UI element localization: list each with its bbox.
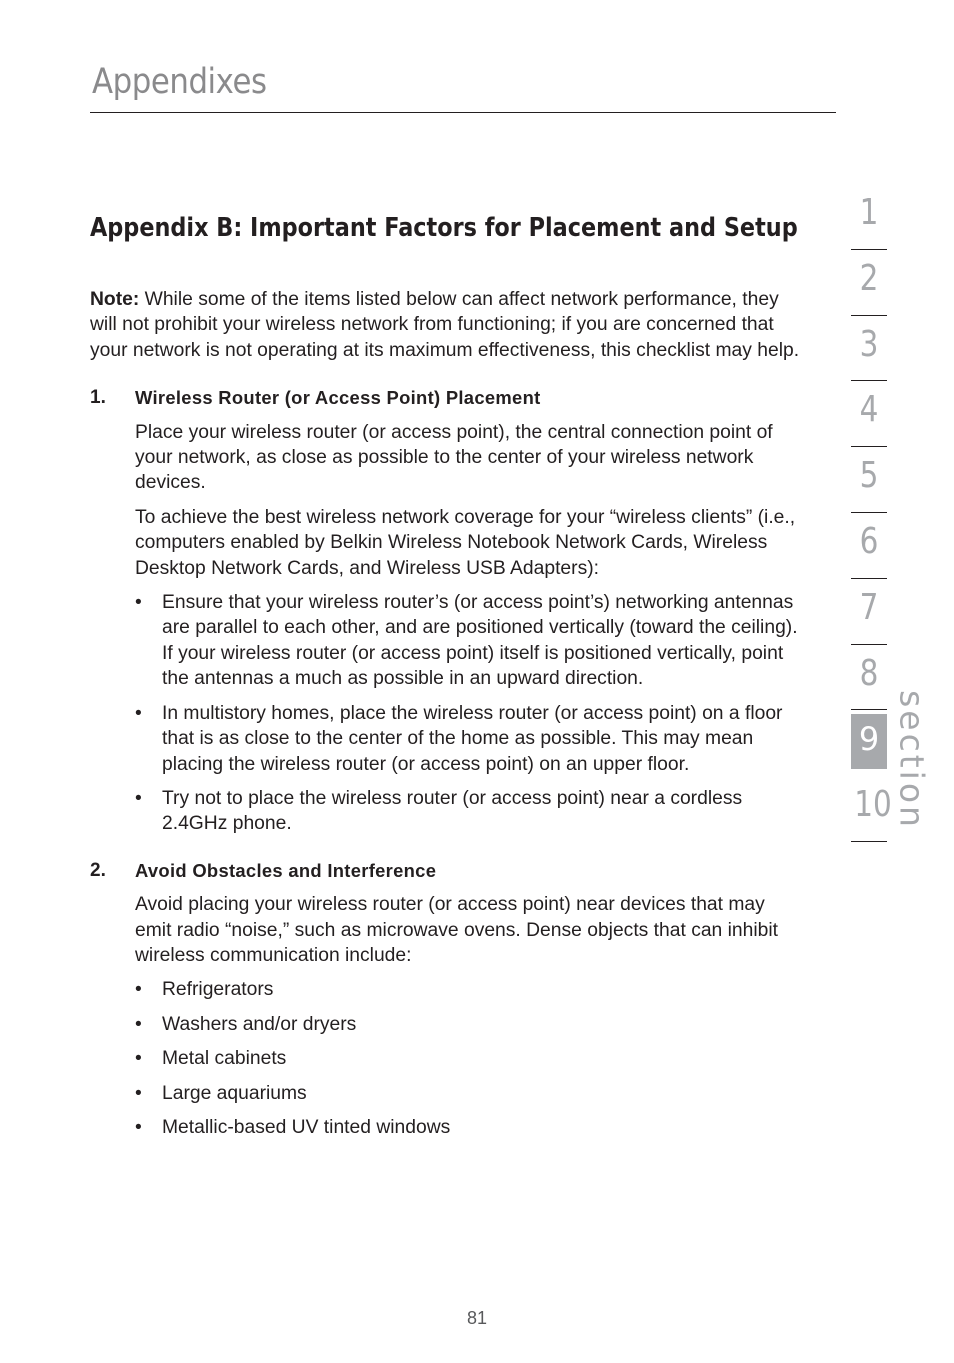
section-tab-6[interactable] (851, 513, 887, 579)
header-title: Appendixes (92, 62, 267, 102)
item-paragraph: To achieve the best wireless network coverage for your “wireless clients” (i.e., computers enabled by Belkin Wireless Notebook Network Cards, Wireless Desktop Network Cards, and Wireless USB Adapters): (135, 506, 796, 579)
spacer (90, 846, 800, 858)
section-tab-number: 9 (851, 714, 887, 769)
bullet-list (135, 977, 800, 1140)
list-item-text: Metallic-based UV tinted windows (162, 1116, 451, 1138)
list-item (135, 977, 800, 1002)
note-paragraph (90, 287, 800, 363)
item-title: Wireless Router (or Access Point) Placement (135, 387, 541, 409)
page-content (90, 287, 800, 1149)
section-tab-1[interactable] (851, 184, 887, 250)
item-paragraph: Place your wireless router (or access point), the central connection point of your network, as close as possible to the center of your wireless network devices. (135, 421, 773, 494)
list-item (135, 1012, 800, 1037)
bullet-icon: • (135, 1082, 142, 1104)
section-tab-number: 10 (854, 784, 892, 826)
section-tab-7[interactable] (851, 579, 887, 645)
section-tab-2[interactable] (851, 250, 887, 316)
list-item-text: In multistory homes, place the wireless router (or access point) on a floor that is as close to the center of the home as possible. This may mean placing the wireless router (or access point) on an upper floor. (162, 702, 783, 775)
section-tab-10[interactable] (851, 776, 892, 842)
bullet-icon: • (135, 1013, 142, 1035)
list-item-text: Refrigerators (162, 979, 274, 1001)
note-text: While some of the items listed below can affect network performance, they will not prohibit your wireless network from functioning; if you are concerned that your network is not operating at its maximum effectiveness, this checklist may help. (90, 289, 800, 361)
section-tab-number: 2 (859, 257, 879, 299)
section-label (890, 690, 934, 830)
list-item (135, 1115, 800, 1140)
appendix-heading: Appendix B: Important Factors for Placement and Setup (90, 213, 798, 243)
list-item (135, 1046, 800, 1071)
bullet-icon: • (135, 1048, 142, 1070)
bullet-icon: • (135, 702, 142, 724)
item-paragraph: Avoid placing your wireless router (or access point) near devices that may emit radio “noise,” such as microwave ovens. Dense objects that can inhibit wireless communication include: (135, 894, 779, 966)
section-tab-number: 7 (859, 586, 879, 628)
section-tab-3[interactable] (851, 316, 887, 382)
tab-divider (851, 841, 887, 842)
list-item (135, 701, 800, 777)
section-tab-number: 1 (859, 192, 879, 233)
section-tab-number: 3 (859, 323, 879, 365)
list-item-text: Ensure that your wireless router’s (or access point’s) networking antennas are parallel to each other, and are positioned vertically (toward the ceiling). If your wireless router (or access point) itself is positioned vertically, point the antennas a much as possible in an upward direction. (162, 592, 798, 690)
checklist-item-placement (90, 385, 800, 837)
section-tab-8[interactable] (851, 645, 887, 711)
page-number: 81 (466, 1308, 488, 1328)
header-divider (90, 112, 836, 113)
bullet-icon: • (135, 592, 142, 614)
list-item (135, 786, 800, 837)
list-item (135, 590, 800, 692)
item-number: 2. (90, 859, 106, 881)
section-tab-4[interactable] (851, 381, 887, 447)
section-tab-number: 8 (859, 652, 879, 694)
section-tab-9-active[interactable] (851, 710, 887, 776)
section-tab-5[interactable] (851, 447, 887, 513)
section-tab-number: 5 (859, 455, 879, 497)
section-tab-number: 4 (859, 389, 879, 431)
bullet-list (135, 590, 800, 837)
section-tabs (851, 184, 892, 842)
item-title: Avoid Obstacles and Interference (135, 859, 437, 881)
bullet-icon: • (135, 787, 142, 809)
list-item-text: Try not to place the wireless router (or access point) near a cordless 2.4GHz phone. (162, 787, 743, 835)
bullet-icon: • (135, 979, 142, 1001)
section-label-text: section (892, 690, 932, 830)
note-label: Note: (90, 289, 140, 310)
section-tab-number: 6 (859, 520, 879, 562)
item-number: 1. (90, 387, 106, 409)
list-item-text: Washers and/or dryers (162, 1013, 357, 1035)
list-item-text: Metal cabinets (162, 1048, 287, 1070)
bullet-icon: • (135, 1116, 142, 1138)
list-item (135, 1081, 800, 1106)
list-item-text: Large aquariums (162, 1082, 307, 1104)
checklist-item-obstacles (90, 858, 800, 1141)
